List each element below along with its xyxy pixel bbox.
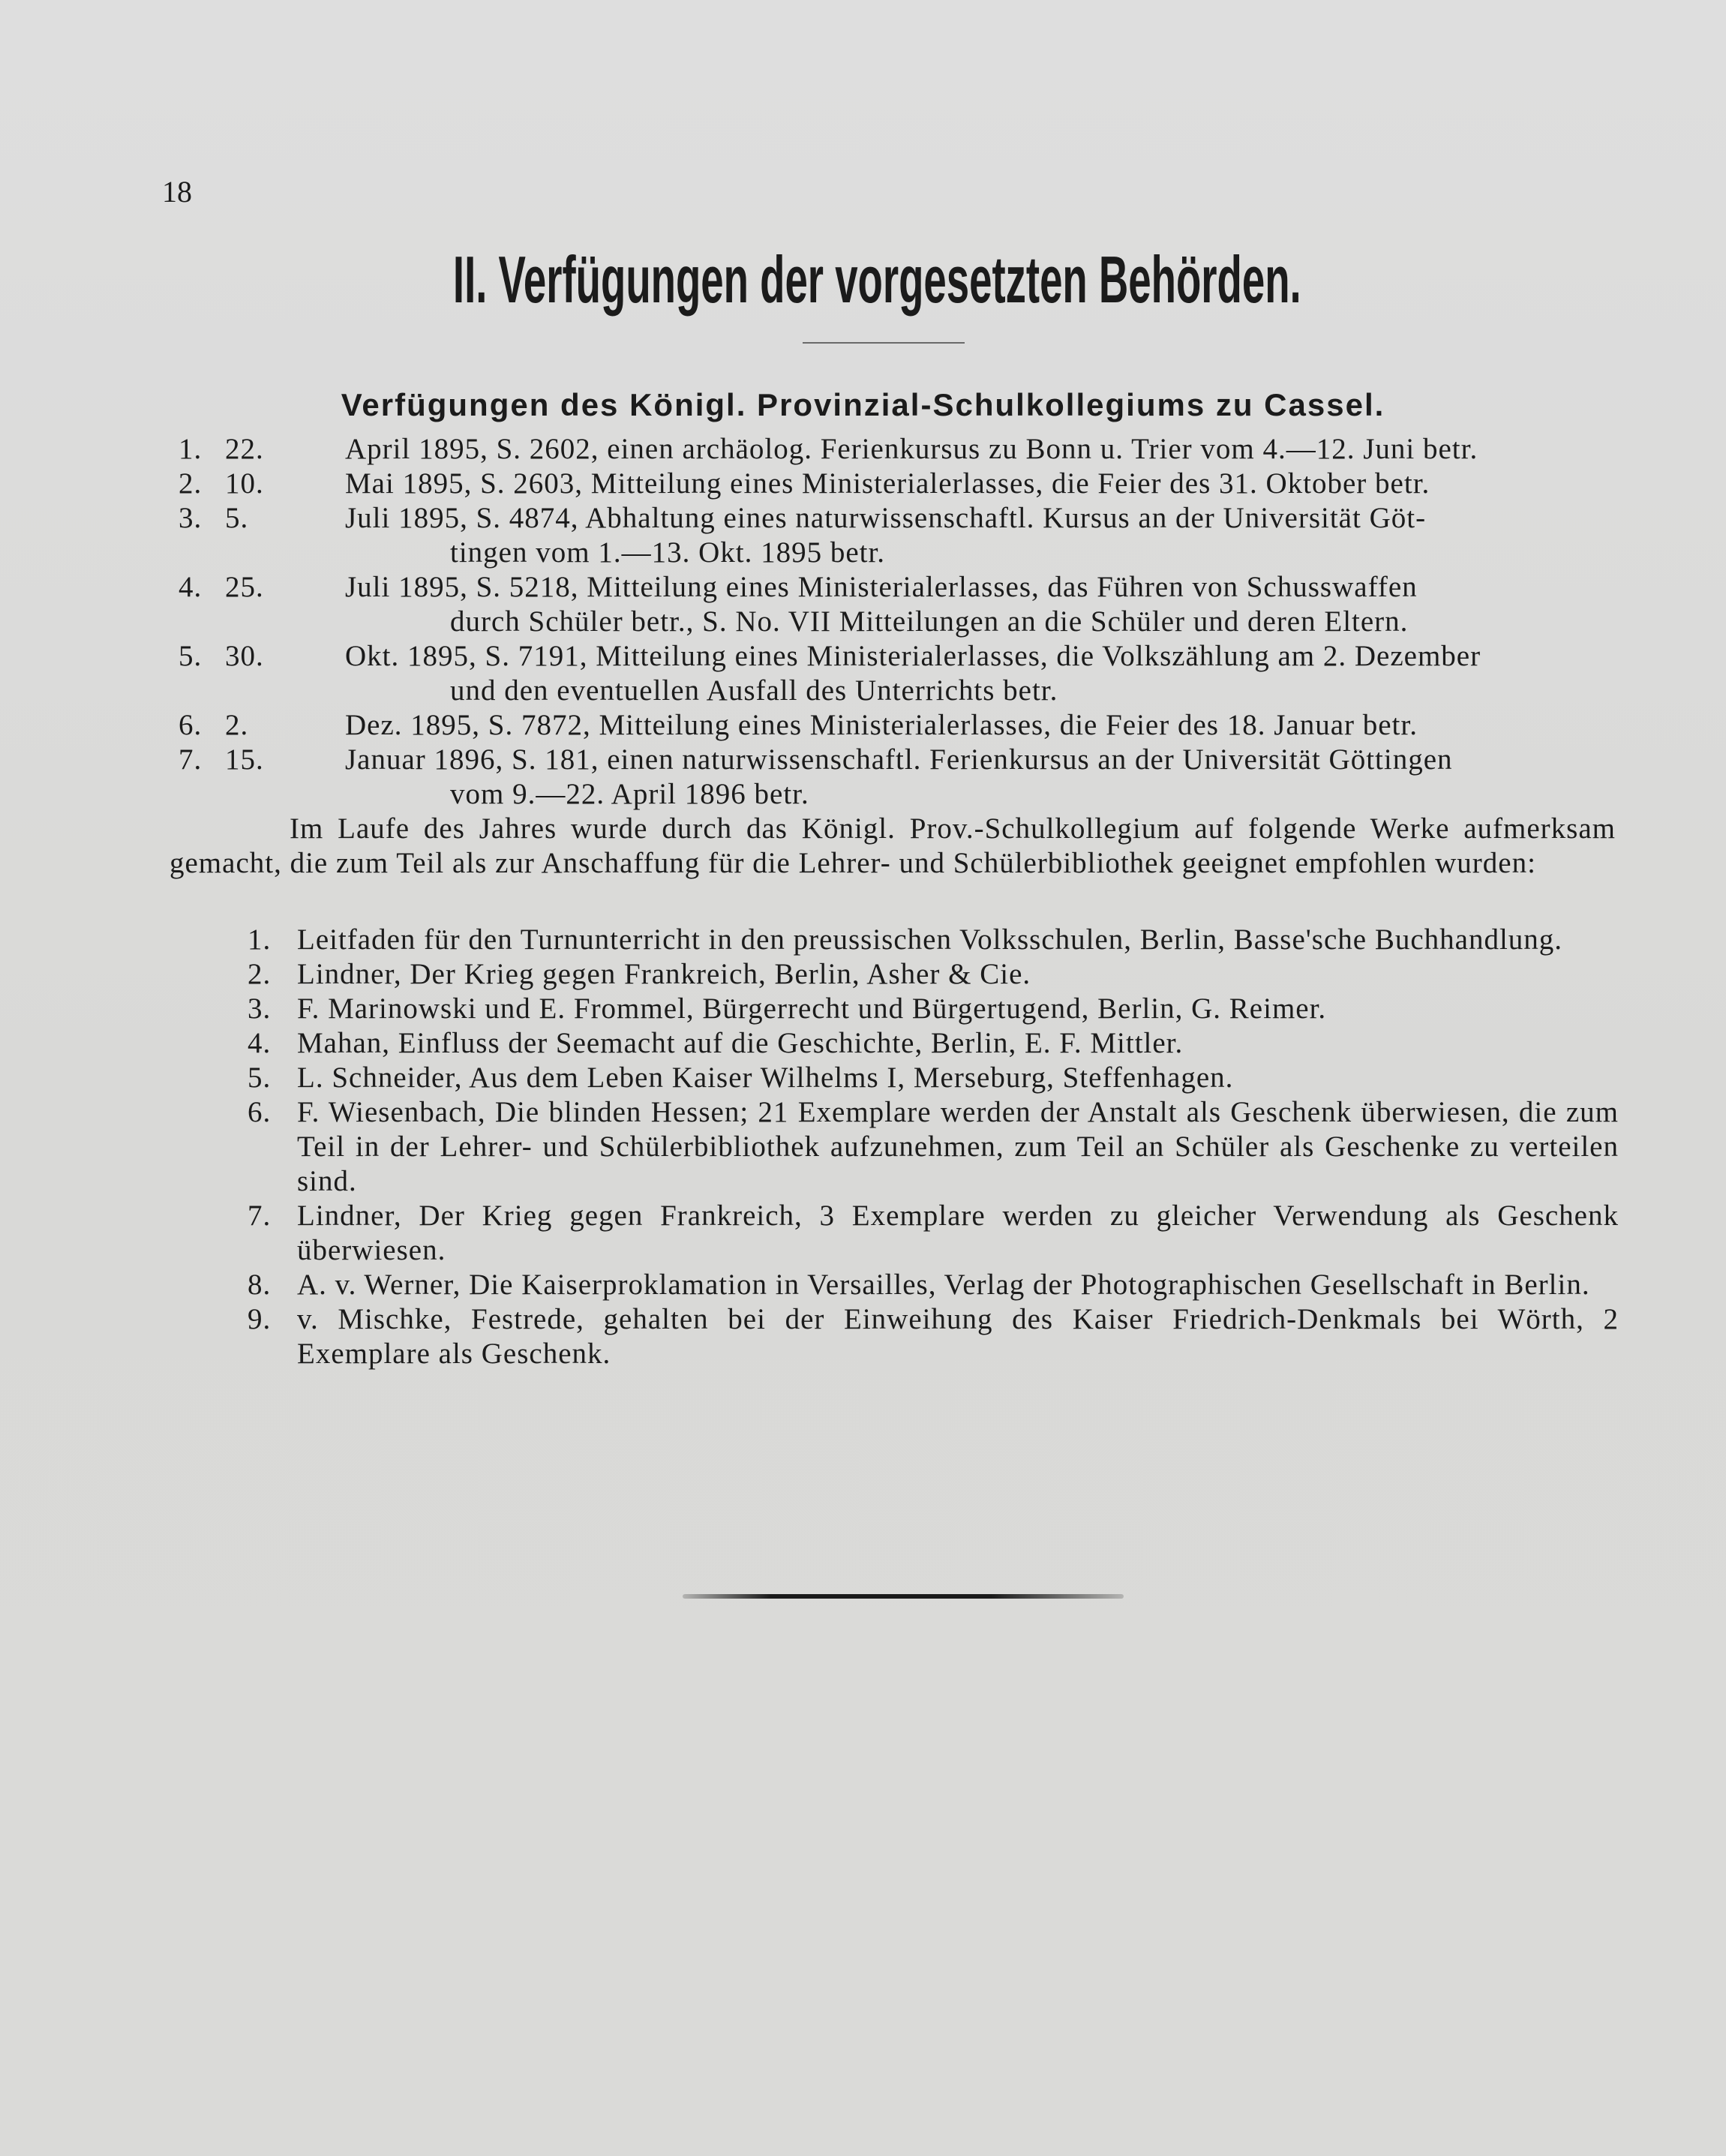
order-day: 5. xyxy=(225,502,249,534)
order-item xyxy=(179,708,1619,743)
order-text-continuation: vom 9.—22. April 1896 betr. xyxy=(450,778,809,810)
order-number: 1. xyxy=(179,433,203,465)
list-item-text: Leitfaden für den Turnunterricht in den preussischen Volksschulen, Berlin, Basse'sche Buchhandlung. xyxy=(297,923,1563,956)
list-item xyxy=(248,1268,1619,1302)
list-item-text: F. Marinowski und E. Frommel, Bürgerrecht und Bürgertugend, Berlin, G. Reimer. xyxy=(297,992,1327,1025)
list-item-number: 9. xyxy=(248,1303,272,1335)
order-text-continuation: durch Schüler betr., S. No. VII Mitteilungen an die Schüler und deren Eltern. xyxy=(450,605,1409,638)
order-text-line: Juli 1895, S. 5218, Mitteilung eines Ministerialerlasses, das Führen von Schusswaffen xyxy=(345,571,1418,603)
order-item xyxy=(179,639,1619,708)
list-item-text: F. Wiesenbach, Die blinden Hessen; 21 Exemplare werden der Anstalt als Geschenk überwiesen, die zum Teil in der Lehrer- und Schülerbibliothek aufzunehmen, zum Teil an Schüler als Geschenke zu verteilen sind. xyxy=(297,1096,1619,1197)
list-item xyxy=(248,1026,1619,1061)
list-item xyxy=(248,923,1619,957)
order-number: 2. xyxy=(179,467,203,500)
list-item-text: L. Schneider, Aus dem Leben Kaiser Wilhelms I, Merseburg, Steffenhagen. xyxy=(297,1061,1234,1094)
order-text-line: Okt. 1895, S. 7191, Mitteilung eines Ministerialerlasses, die Volkszählung am 2. Dezember xyxy=(345,640,1481,672)
order-text-line: Dez. 1895, S. 7872, Mitteilung eines Ministerialerlasses, die Feier des 18. Januar betr. xyxy=(345,709,1418,741)
list-item-text: A. v. Werner, Die Kaiserproklamation in Versailles, Verlag der Photographischen Gesellschaft in Berlin. xyxy=(297,1269,1590,1301)
order-text-continuation: und den eventuellen Ausfall des Unterrichts betr. xyxy=(450,674,1058,707)
list-item xyxy=(248,957,1619,992)
order-text xyxy=(345,432,1619,467)
list-item xyxy=(248,1061,1619,1095)
order-text xyxy=(345,501,1619,570)
order-item xyxy=(179,570,1619,639)
order-day: 22. xyxy=(225,433,264,465)
page-number: 18 xyxy=(162,175,192,209)
order-text-line: Juli 1895, S. 4874, Abhaltung eines naturwissenschaftl. Kursus an der Universität Göt- xyxy=(345,502,1427,534)
order-text xyxy=(345,467,1619,501)
closing-rule xyxy=(683,1594,1124,1599)
order-number: 3. xyxy=(179,502,203,534)
order-item xyxy=(179,501,1619,570)
recommended-works-list xyxy=(248,923,1619,1371)
list-item xyxy=(248,1302,1619,1371)
order-text xyxy=(345,743,1619,812)
order-number: 5. xyxy=(179,640,203,672)
order-text-line: Mai 1895, S. 2603, Mitteilung eines Ministerialerlasses, die Feier des 31. Oktober betr. xyxy=(345,467,1430,500)
page-title: II. Verfügungen der vorgesetzten Behörden. xyxy=(452,242,1301,317)
list-item-number: 2. xyxy=(248,958,272,990)
list-item-text: Lindner, Der Krieg gegen Frankreich, 3 Exemplare werden zu gleicher Verwendung als Geschenk überwiesen. xyxy=(297,1200,1619,1266)
list-item-number: 6. xyxy=(248,1096,272,1128)
list-item xyxy=(248,1095,1619,1199)
order-text xyxy=(345,708,1619,743)
order-day: 25. xyxy=(225,571,264,603)
section-heading: Verfügungen des Königl. Provinzial-Schulkollegiums zu Cassel. xyxy=(341,387,1385,422)
list-item-number: 4. xyxy=(248,1027,272,1059)
order-text xyxy=(345,570,1619,639)
list-item-number: 3. xyxy=(248,992,272,1025)
order-number: 4. xyxy=(179,571,203,603)
order-number: 6. xyxy=(179,709,203,741)
list-item-text: Mahan, Einfluss der Seemacht auf die Geschichte, Berlin, E. F. Mittler. xyxy=(297,1027,1184,1059)
order-item xyxy=(179,743,1619,812)
order-text xyxy=(345,639,1619,708)
order-day: 15. xyxy=(225,743,264,776)
list-item-number: 5. xyxy=(248,1061,272,1094)
order-day: 2. xyxy=(225,709,249,741)
order-text-line: Januar 1896, S. 181, einen naturwissenschaftl. Ferienkursus an der Universität Göttingen xyxy=(345,743,1453,776)
orders-list xyxy=(179,432,1619,812)
order-text-line: April 1895, S. 2602, einen archäolog. Ferienkursus zu Bonn u. Trier vom 4.—12. Juni betr. xyxy=(345,433,1478,465)
list-item-number: 8. xyxy=(248,1269,272,1301)
order-text-continuation: tingen vom 1.—13. Okt. 1895 betr. xyxy=(450,536,886,569)
list-item-number: 1. xyxy=(248,923,272,956)
list-item-text: v. Mischke, Festrede, gehalten bei der Einweihung des Kaiser Friedrich-Denkmals bei Wörth, 2 Exemplare als Geschenk. xyxy=(297,1303,1619,1370)
list-item xyxy=(248,992,1619,1026)
title-divider xyxy=(803,342,965,344)
intro-paragraph: Im Laufe des Jahres wurde durch das Königl. Prov.-Schulkollegium auf folgende Werke aufmerksam gemacht, die zum Teil als zur Anschaffung für die Lehrer- und Schülerbibliothek geeignet empfohlen wurden: xyxy=(170,812,1616,879)
order-day: 10. xyxy=(225,467,264,500)
order-item xyxy=(179,432,1619,467)
list-item-text: Lindner, Der Krieg gegen Frankreich, Berlin, Asher & Cie. xyxy=(297,958,1031,990)
list-item xyxy=(248,1199,1619,1268)
order-number: 7. xyxy=(179,743,203,776)
order-item xyxy=(179,467,1619,501)
order-day: 30. xyxy=(225,640,264,672)
list-item-number: 7. xyxy=(248,1200,272,1232)
